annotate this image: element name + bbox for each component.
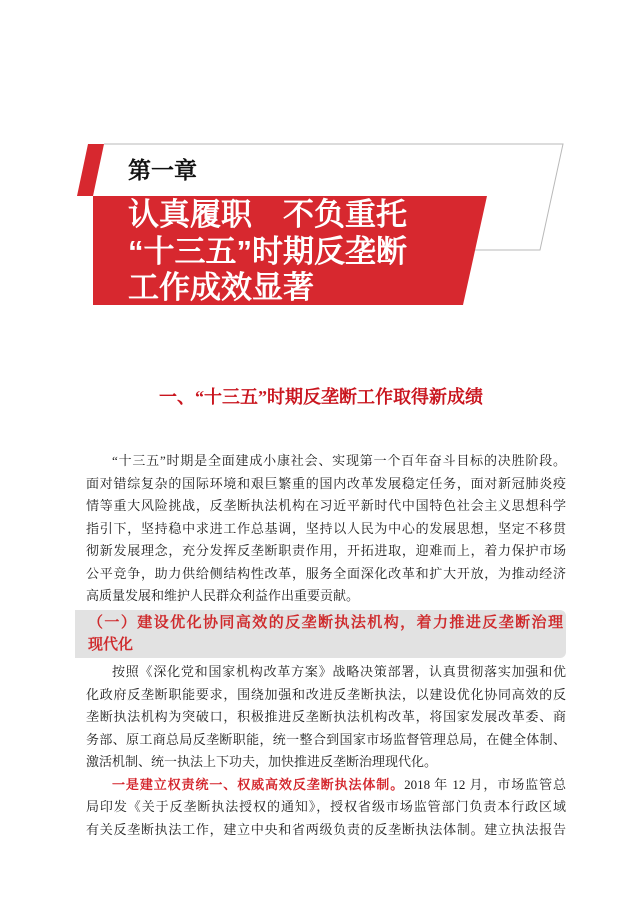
text-line: 指引下，坚持稳中求进工作总基调，坚持以人民为中心的发展思想，坚定不移贯 [86, 520, 566, 536]
chapter-title-line: 认真履职 不负重托 [128, 197, 407, 232]
text-line: 垄断执法机构为突破口，积极推进反垄断执法机构改革，将国家发展改革委、商 [86, 709, 566, 724]
text-line: 有关反垄断执法工作，建立中央和省两级负责的反垄断执法体制。建立执法报告 [86, 821, 566, 837]
authority-paragraph [86, 774, 566, 842]
point-lead-rest: 2018 年 12 月，市场监管总 [404, 776, 566, 792]
subsection-heading-line: 现代化 [88, 637, 134, 653]
subsection-heading-line: （一）建设优化协同高效的反垄断执法机构，着力推进反垄断治理 [88, 615, 563, 631]
text-line: “十三五”时期是全面建成小康社会、实现第一个百年奋斗目标的决胜阶段。 [112, 453, 566, 468]
text-line: 务部、原工商总局反垄断职能，统一整合到国家市场监督管理总局，在健全体制、 [86, 731, 566, 747]
text-line: 彻新发展理念，充分发挥反垄断职责作用，开拓进取，迎难而上，着力保护市场 [86, 543, 566, 558]
intro-paragraph [86, 450, 566, 608]
chapter-title [128, 197, 407, 307]
text-line: 公平竞争，助力供给侧结构性改革，服务全面深化改革和扩大开放，为推动经济 [86, 565, 566, 581]
subsection-heading-banner [75, 610, 566, 658]
point-lead-text: 一是建立权责统一、权威高效反垄断执法体制。 [112, 776, 405, 792]
text-line: 情等重大风险挑战，反垄断执法机构在习近平新时代中国特色社会主义思想科学 [86, 498, 566, 513]
section-heading: 一、“十三五”时期反垄断工作取得新成绩 [159, 387, 483, 407]
chapter-accent-bar [77, 144, 104, 196]
reform-paragraph [86, 661, 566, 774]
text-line: 面对错综复杂的国际环境和艰巨繁重的国内改革发展稳定任务，面对新冠肺炎疫 [86, 475, 566, 491]
text-line: 局印发《关于反垄断执法授权的通知》，授权省级市场监管部门负责本行政区域 [86, 799, 566, 814]
text-line [86, 774, 566, 797]
text-line: 高质量发展和维护人民群众利益作出重要贡献。 [86, 588, 360, 603]
chapter-title-line: 工作成效显著 [128, 270, 314, 305]
text-line: 激活机制、统一执法上下功夫，加快推进反垄断治理现代化。 [86, 754, 438, 769]
text-line: 化政府反垄断职能要求，围绕加强和改进反垄断执法，以建设优化协同高效的反 [86, 686, 566, 702]
chapter-number: 第一章 [128, 157, 197, 183]
chapter-title-line: “十三五”时期反垄断 [128, 233, 407, 269]
text-line: 按照《深化党和国家机构改革方案》战略决策部署，认真贯彻落实加强和优 [112, 664, 566, 679]
